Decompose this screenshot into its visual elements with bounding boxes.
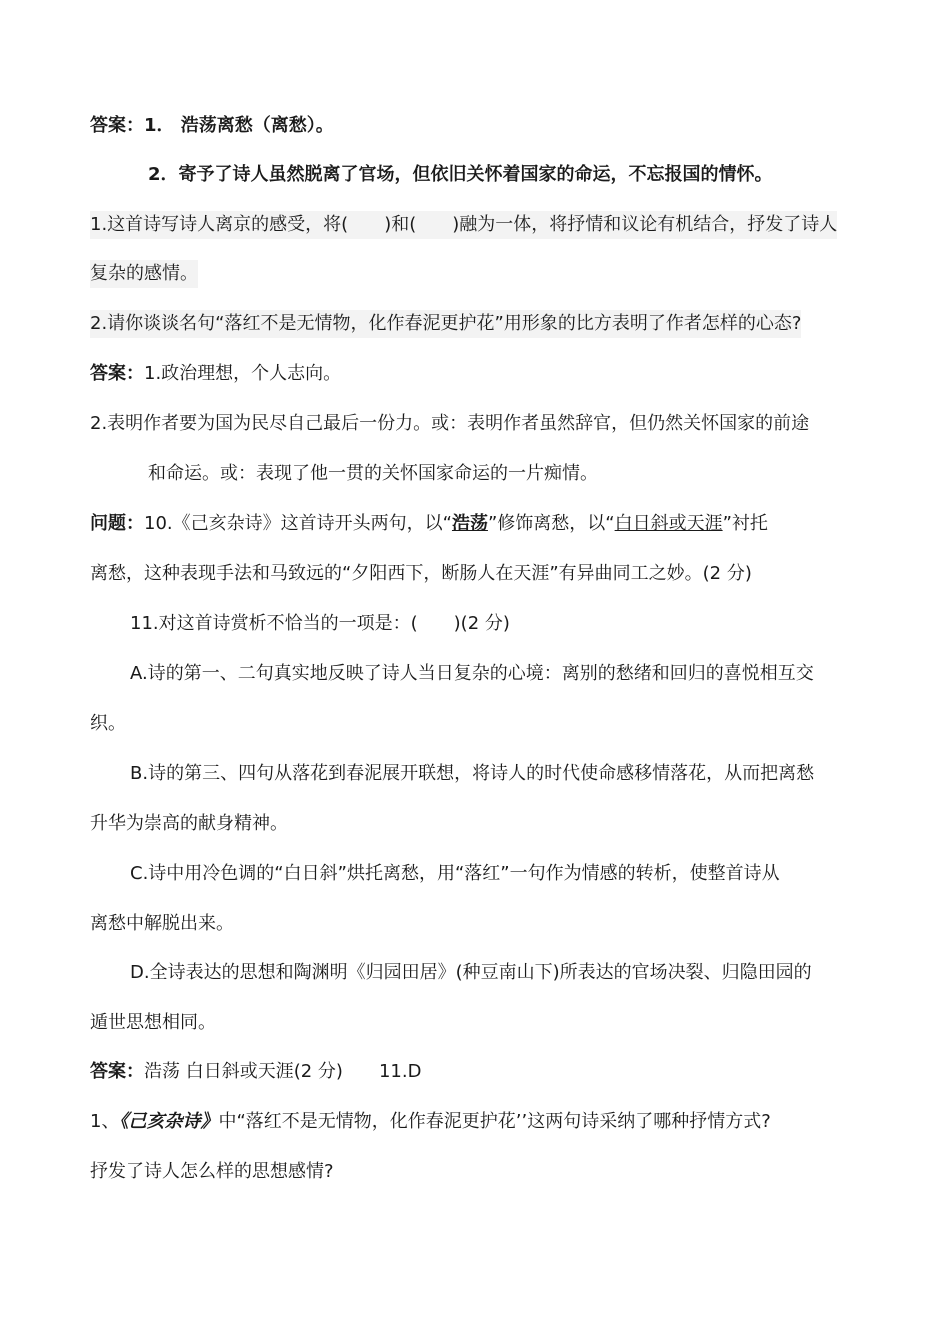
answer-text: 浩荡 白日斜或天涯(2 分) 11.D: [144, 1061, 422, 1082]
option-b-line-1: B.诗的第三、四句从落花到春泥展开联想，将诗人的时代使命感移情落花，从而把离愁: [130, 763, 815, 784]
q10-text-3: ”衬托: [722, 513, 768, 534]
answer-label: 答案：: [90, 1061, 144, 1082]
question-11: 11.对这首诗赏析不恰当的一项是：( )(2 分): [130, 613, 510, 634]
option-d-line-2: 遁世思想相同。: [90, 1012, 216, 1033]
question-text: 中“落红不是无情物，化作春泥更护花’’这两句诗采纳了哪种抒情方式?: [218, 1111, 771, 1132]
question-prefix: 1、: [90, 1111, 120, 1132]
option-a-line-1: A.诗的第一、二句真实地反映了诗人当日复杂的心境：离别的愁绪和回归的喜悦相互交: [130, 663, 814, 684]
question-2-line-1: 2.请你谈谈名句“落红不是无情物，化作春泥更护花”用形象的比方表明了作者怎样的心态?: [90, 310, 801, 338]
question-10-line-2: 离愁，这种表现手法和马致远的“夕阳西下，断肠人在天涯”有异曲同工之妙。(2 分): [90, 563, 752, 584]
option-c-line-2: 离愁中解脱出来。: [90, 913, 234, 934]
answer-line-1: [90, 112, 334, 140]
option-c-line-1: C.诗中用冷色调的“白日斜”烘托离愁，用“落红”一句作为情感的转析，使整首诗从: [130, 863, 780, 884]
answer-line-2: 2．寄予了诗人虽然脱离了官场，但依旧关怀着国家的命运，不忘报国的情怀。: [148, 164, 773, 185]
option-d-line-1: D.全诗表达的思想和陶渊明《归园田居》(种豆南山下)所表达的官场决裂、归隐田园的: [130, 962, 812, 983]
question-title: 《己亥杂诗》: [119, 1111, 219, 1132]
question-4-line-1: [90, 1108, 771, 1136]
answer-line-4: [90, 1058, 421, 1086]
question-10-line-1: [90, 510, 768, 538]
answer-2-line-2: 和命运。或：表现了他一贯的关怀国家命运的一片痴情。: [148, 463, 598, 484]
answer-text: 1． 浩荡离愁（离愁）。: [144, 115, 334, 136]
question-1-line-2: 复杂的感情。: [90, 260, 198, 288]
option-b-line-2: 升华为崇高的献身精神。: [90, 813, 288, 834]
q10-text-1: 10.《己亥杂诗》这首诗开头两句，以“: [144, 513, 452, 534]
q10-blank-1: 浩荡: [451, 513, 488, 534]
answer-label: 答案：: [90, 115, 144, 136]
question-1-line-1: 1.这首诗写诗人离京的感受，将( )和( )融为一体，将抒情和议论有机结合，抒发了诗人: [90, 211, 837, 239]
option-a-line-2: 织。: [90, 713, 126, 734]
answer-2-line-1: 2.表明作者要为国为民尽自己最后一份力。或：表明作者虽然辞官，但仍然关怀国家的前途: [90, 413, 810, 434]
question-4-line-2: 抒发了诗人怎么样的思想感情?: [90, 1161, 334, 1182]
answer-line-3: [90, 360, 341, 388]
question-label: 问题：: [90, 513, 144, 534]
q10-text-2: ”修饰离愁，以“: [487, 513, 615, 534]
answer-label: 答案：: [90, 363, 144, 384]
answer-text: 1.政治理想，个人志向。: [144, 363, 342, 384]
q10-blank-2: 白日斜或天涯: [614, 513, 723, 534]
